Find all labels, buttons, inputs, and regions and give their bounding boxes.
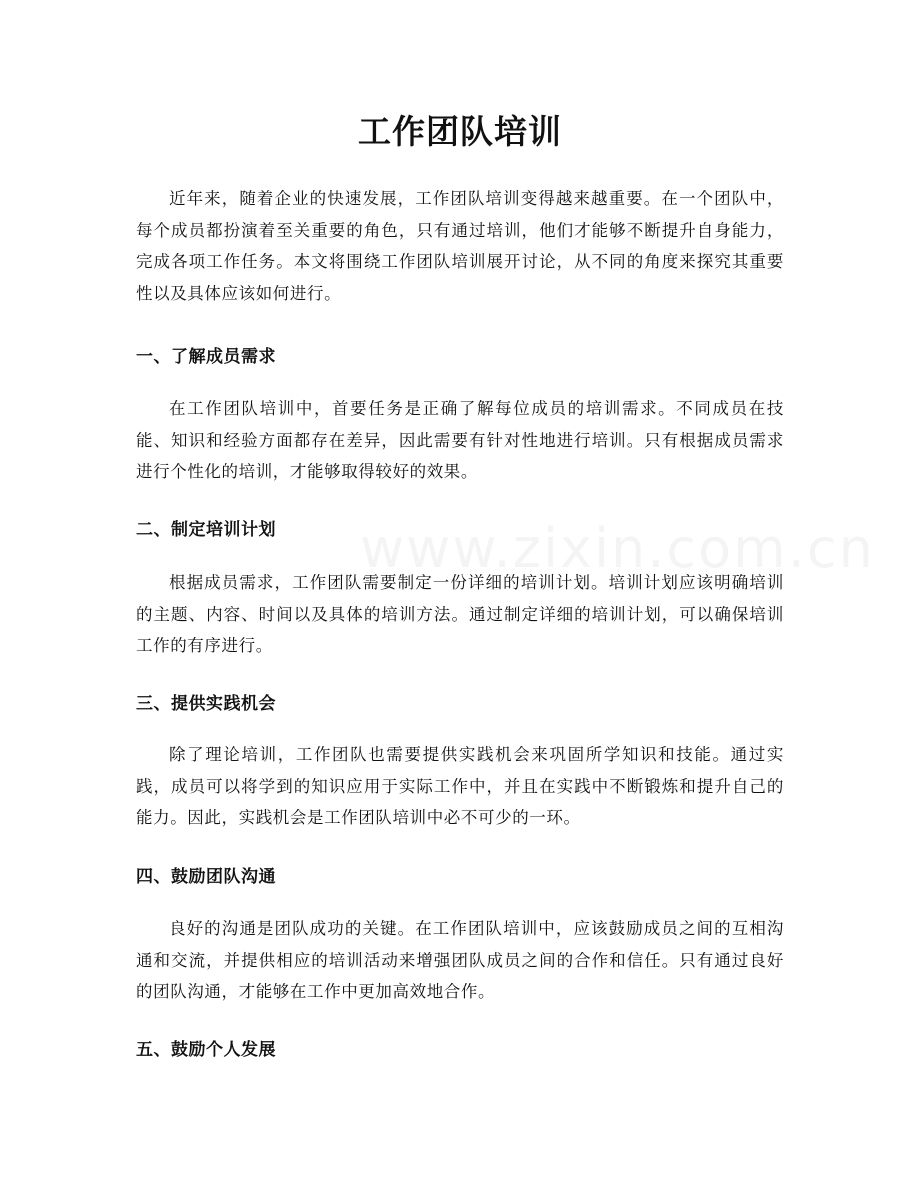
section-body-4: 良好的沟通是团队成功的关键。在工作团队培训中，应该鼓励成员之间的互相沟通和交流，并提供相应的培训活动来增强团队成员之间的合作和信任。只有通过良好的团队沟通，才能够在工作中更加高效地合作。 — [136, 919, 784, 1001]
intro-paragraph: 近年来，随着企业的快速发展，工作团队培训变得越来越重要。在一个团队中，每个成员都扮演着至关重要的角色，只有通过培训，他们才能够不断提升自身能力，完成各项工作任务。本文将围绕工作团队培训展开讨论，从不同的角度来探究其重要性以及具体应该如何进行。 — [136, 189, 784, 303]
section-body-1: 在工作团队培训中，首要任务是正确了解每位成员的培训需求。不同成员在技能、知识和经验方面都存在差异，因此需要有针对性地进行培训。只有根据成员需求进行个性化的培训，才能够取得较好的效果。 — [136, 399, 784, 481]
section-heading-2: 二、制定培训计划 — [136, 520, 276, 540]
page-title: 工作团队培训 — [358, 112, 562, 151]
section-heading-4: 四、鼓励团队沟通 — [136, 867, 276, 887]
section-heading-3: 三、提供实践机会 — [136, 694, 276, 714]
section-body-3: 除了理论培训，工作团队也需要提供实践机会来巩固所学知识和技能。通过实践，成员可以将学到的知识应用于实际工作中，并且在实践中不断锻炼和提升自己的能力。因此，实践机会是工作团队培训中必不可少的一环。 — [136, 745, 784, 827]
section-heading-5: 五、鼓励个人发展 — [136, 1040, 276, 1060]
section-heading-1: 一、了解成员需求 — [136, 347, 276, 367]
section-body-2: 根据成员需求，工作团队需要制定一份详细的培训计划。培训计划应该明确培训的主题、内容、时间以及具体的培训方法。通过制定详细的培训计划，可以确保培训工作的有序进行。 — [136, 573, 784, 655]
